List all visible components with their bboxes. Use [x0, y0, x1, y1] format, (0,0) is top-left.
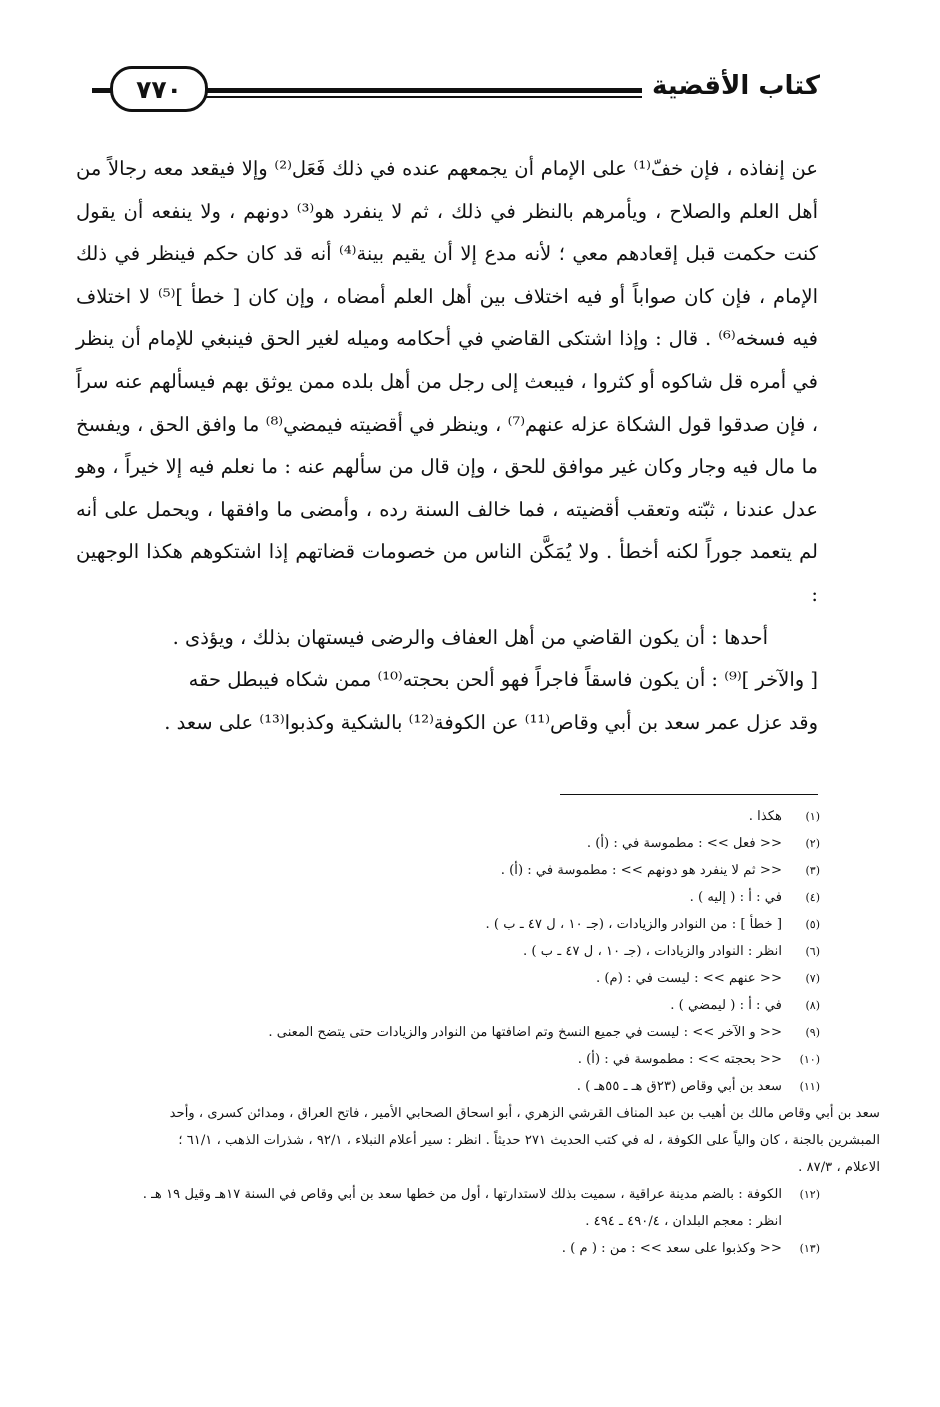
page-header [92, 66, 820, 112]
footnote-number: (٢) [805, 837, 820, 850]
footnotes [140, 803, 880, 1262]
footnote-text: << بحجته >> : مطموسة في : (أ) . [577, 1052, 782, 1067]
footnote-number: (٦) [805, 945, 820, 958]
footnote-text: << فعل >> : مطموسة في : (أ) . [586, 836, 782, 851]
footnote-divider [560, 794, 818, 795]
footnote [140, 803, 820, 830]
footnote-number: (١٢) [799, 1188, 820, 1201]
footnote-number: (١٣) [799, 1242, 820, 1255]
footnote [140, 992, 820, 1019]
footnote-text: سعد بن أبي وقاص (٢٣ق هـ ـ ٥٥هـ ) . [576, 1079, 782, 1094]
paragraph: أحدها : أن يكون القاضي من أهل العفاف والرضى فيستهان بذلك ، ويؤذى . [172, 625, 768, 649]
footnote-text: [ خطأ ] : من النوادر والزيادات ، (جـ ١٠ ، ل ٤٧ ـ ب ) . [485, 917, 782, 932]
footnote [140, 1181, 820, 1235]
footnote [140, 884, 820, 911]
footnote-text: سعد بن أبي وقاص مالك بن أهيب بن عبد المناف القرشي الزهري ، أبو اسحاق الصحابي الأمير ، فاتح العراق ، ومدائن كسرى ، وأحد المبشرين بالجنة ، كان والياً على الكوفة ، له في كتب الحديث ٢٧١ حديثاً . انظر : سير أعلام النبلاء ، ٩٢/١ ، شذرات الذهب ، ٦١/١ ؛ الاعلام ، ٨٧/٣ . [169, 1106, 880, 1175]
footnote-number: (١٠) [799, 1053, 820, 1066]
footnote-text: هكذا . [748, 809, 782, 824]
footnote-number: (٨) [805, 999, 820, 1012]
footnote-text: في : أ : ( إليه ) . [689, 890, 782, 905]
footnote [140, 965, 820, 992]
footnote-number: (٥) [805, 918, 820, 931]
footnote-number: (١١) [799, 1080, 820, 1093]
footnote-number: (٩) [805, 1026, 820, 1039]
footnote [140, 1019, 820, 1046]
footnote [140, 857, 820, 884]
footnote-number: (٣) [805, 864, 820, 877]
footnote-text: << عنهم >> : ليست في : (م) . [596, 971, 782, 986]
header-rule-thin [182, 96, 702, 98]
page-number: ٧٧٠ [110, 66, 208, 112]
footnote [140, 830, 820, 857]
paragraph: وقد عزل عمر سعد بن أبي وقاص⁽¹¹⁾ عن الكوفة⁽¹²⁾ بالشكية وكذبوا⁽¹³⁾ على سعد . [164, 710, 818, 734]
footnote [140, 1046, 820, 1073]
footnote-number: (٤) [805, 891, 820, 904]
footnote-text: الكوفة : بالضم مدينة عراقية ، سميت بذلك لاستدارتها ، أول من خطها سعد بن أبي وقاص في السنة ١٧هـ وقيل ١٩ هـ . انظر : معجم البلدان ، ٤٩٠/٤ ـ ٤٩٤ . [142, 1187, 782, 1229]
footnote-number: (٧) [805, 972, 820, 985]
footnote-text: << و الآخر >> : ليست في جميع النسخ وتم اضافتها من النوادر والزيادات حتى يتضح المعنى . [268, 1025, 782, 1040]
paragraph: عن إنفاذه ، فإن خفّ⁽¹⁾ على الإمام أن يجمعهم عنده في ذلك فَعَل⁽²⁾ وإلا فيقعد معه رجالاً من أهل العلم والصلاح ، ويأمرهم بالنظر في ذلك ، ثم لا ينفرد هو⁽³⁾ دونهم ، ولا ينفعه أن يقول كنت حكمت قبل إقعادهم معي ؛ لأنه مدع إلا أن يقيم بينة⁽⁴⁾ أنه قد كان حكم فينظر في ذلك الإمام ، فإن كان صواباً أو فيه اختلاف بين أهل العلم أمضاه ، وإن كان [ خطأ ]⁽⁵⁾ لا اختلاف فيه فسخه⁽⁶⁾ . قال : وإذا اشتكى القاضي في أحكامه وميله لغير الحق فينبغي للإمام أن ينظر في أمره قل شاكوه أو كثروا ، فيبعث إلى رجل من أهل بلده ممن يوثق بهم فيسألهم عنه سراً ، فإن صدقوا قول الشكاة عزله عنهم⁽⁷⁾ ، وينظر في أقضيته فيمضي⁽⁸⁾ ما وافق الحق ، ويفسخ ما مال فيه وجار وكان غير موافق للحق ، وإن قال من سألهم عنه : ما نعلم فيه إلا خيراً ، وهو عدل عندنا ، ثبّته وتعقب أقضيته ، فما خالف السنة رده ، وأمضى ما وافقها ، ويحمل على أنه لم يتعمد جوراً لكنه أخطأ . ولا يُمَكَّن الناس من خصومات قضاتهم إذا اشتكوهم هكذا الوجهين : [76, 157, 818, 606]
footnote-text: << ثم لا ينفرد هو دونهم >> : مطموسة في : (أ) . [500, 863, 782, 878]
footnote [140, 1073, 820, 1100]
paragraph: [ والآخر ]⁽⁹⁾ : أن يكون فاسقاً فاجراً فهو ألحن بحجته⁽¹⁰⁾ ممن شكاه فيبطل حقه [188, 668, 818, 692]
footnote [140, 911, 820, 938]
footnote-number: (١) [805, 810, 820, 823]
footnote-text: في : أ : ( ليمضي ) . [670, 998, 782, 1013]
book-title: كتاب الأقضية [642, 68, 820, 104]
main-text [76, 148, 818, 744]
footnote-continuation [140, 1100, 880, 1181]
footnote [140, 1235, 820, 1262]
footnote-text: << وكذبوا على سعد >> : من : ( م ) . [561, 1241, 782, 1256]
footnote [140, 938, 820, 965]
footnote-text: انظر : النوادر والزيادات ، (جـ ١٠ ، ل ٤٧ ـ ب ) . [523, 944, 782, 959]
